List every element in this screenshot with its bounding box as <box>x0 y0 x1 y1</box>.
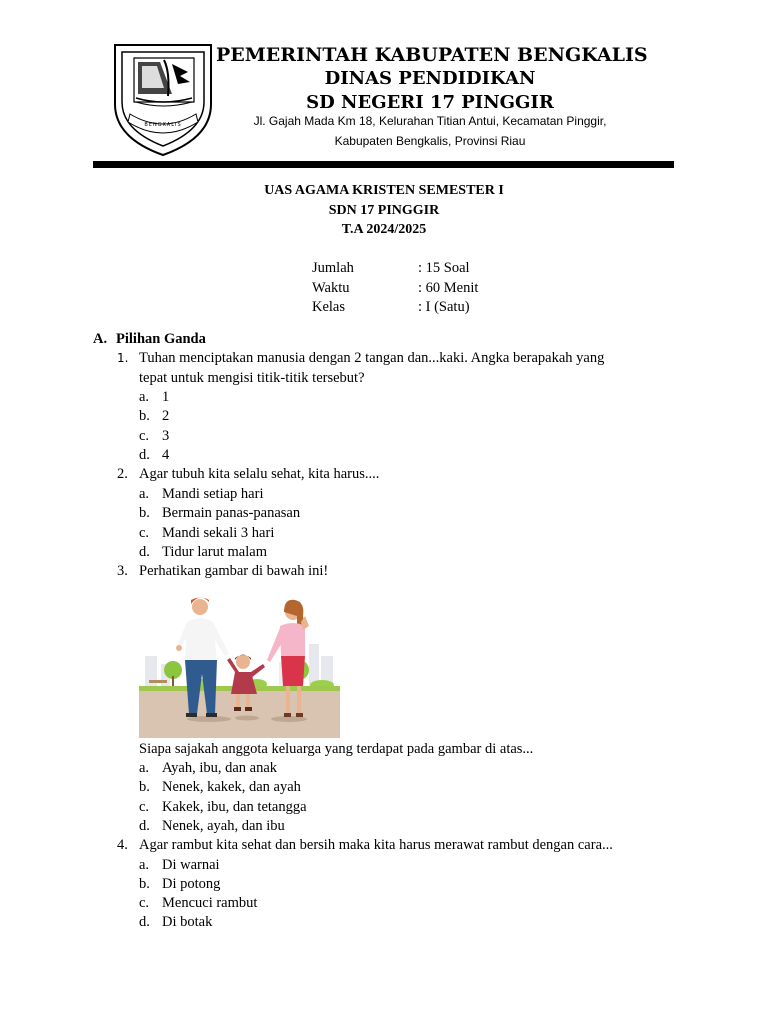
family-illustration <box>139 586 340 738</box>
option-letter: d. <box>139 818 150 834</box>
question-number: 2. <box>117 466 128 482</box>
option-text: Di warnai <box>162 857 220 873</box>
option-text: Di potong <box>162 876 221 892</box>
option-text: 3 <box>162 428 170 444</box>
question-text: Perhatikan gambar di bawah ini! <box>139 563 329 579</box>
question-text-cont: Siapa sajakah anggota keluarga yang terdapat pada gambar di atas... <box>139 741 534 757</box>
option-letter: b. <box>139 505 150 521</box>
option-text: Nenek, ayah, dan ibu <box>162 818 285 834</box>
exam-year: T.A 2024/2025 <box>341 222 427 237</box>
kop-address-2: Kabupaten Bengkalis, Provinsi Riau <box>334 134 526 148</box>
option-letter: b. <box>139 408 150 424</box>
info-waktu-label: Waktu <box>312 280 350 296</box>
option-letter: c. <box>139 799 150 815</box>
option-text: 4 <box>162 447 170 463</box>
option-letter: a. <box>139 857 150 873</box>
exam-title: UAS AGAMA KRISTEN SEMESTER I <box>264 183 504 198</box>
option-letter: c. <box>139 428 150 444</box>
option-text: Mandi sekali 3 hari <box>162 525 275 541</box>
question-number: 1. <box>117 351 129 365</box>
option-letter: a. <box>139 760 150 776</box>
option-letter: d. <box>139 447 150 463</box>
question-text: Agar tubuh kita selalu sehat, kita harus.... <box>139 466 380 482</box>
school-emblem <box>112 42 214 158</box>
info-jumlah-label: Jumlah <box>312 260 354 276</box>
option-text: Mandi setiap hari <box>162 486 264 502</box>
info-waktu-value: : 60 Menit <box>418 280 479 296</box>
kop-line-1: PEMERINTAH KABUPATEN BENGKALIS <box>216 44 648 66</box>
option-letter: a. <box>139 486 150 502</box>
emblem-text: BENGKALIS <box>144 122 182 128</box>
option-text: Bermain panas-panasan <box>162 505 301 521</box>
kop-line-3: SD NEGERI 17 PINGGIR <box>306 92 554 113</box>
option-text: 1 <box>162 389 170 405</box>
question-number: 3. <box>117 563 128 579</box>
option-text: Tidur larut malam <box>162 544 267 560</box>
option-letter: d. <box>139 914 150 930</box>
exam-school: SDN 17 PINGGIR <box>328 203 440 218</box>
question-number: 4. <box>117 837 128 853</box>
option-letter: c. <box>139 525 150 541</box>
section-letter: A. <box>93 331 108 347</box>
info-kelas-value: : I (Satu) <box>418 299 470 315</box>
option-letter: b. <box>139 876 150 892</box>
option-letter: b. <box>139 779 150 795</box>
info-jumlah-value: : 15 Soal <box>418 260 470 276</box>
option-text: Kakek, ibu, dan tetangga <box>162 799 307 815</box>
option-letter: d. <box>139 544 150 560</box>
question-text: Tuhan menciptakan manusia dengan 2 tangan dan...kaki. Angka berapakah yang <box>139 350 605 366</box>
option-text: 2 <box>162 408 170 424</box>
section-title: Pilihan Ganda <box>116 331 206 347</box>
question-text: Agar rambut kita sehat dan bersih maka kita harus merawat rambut dengan cara... <box>139 837 613 853</box>
question-text-cont: tepat untuk mengisi titik-titik tersebut? <box>139 370 365 386</box>
option-letter: c. <box>139 895 150 911</box>
option-text: Di botak <box>162 914 213 930</box>
option-letter: a. <box>139 389 150 405</box>
kop-line-2: DINAS PENDIDIKAN <box>324 68 536 89</box>
kop-divider <box>93 161 674 168</box>
kop-address-1: Jl. Gajah Mada Km 18, Kelurahan Titian Antui, Kecamatan Pinggir, <box>253 114 607 128</box>
option-text: Mencuci rambut <box>162 895 258 911</box>
info-kelas-label: Kelas <box>312 299 346 315</box>
option-text: Ayah, ibu, dan anak <box>162 760 278 776</box>
option-text: Nenek, kakek, dan ayah <box>162 779 301 795</box>
